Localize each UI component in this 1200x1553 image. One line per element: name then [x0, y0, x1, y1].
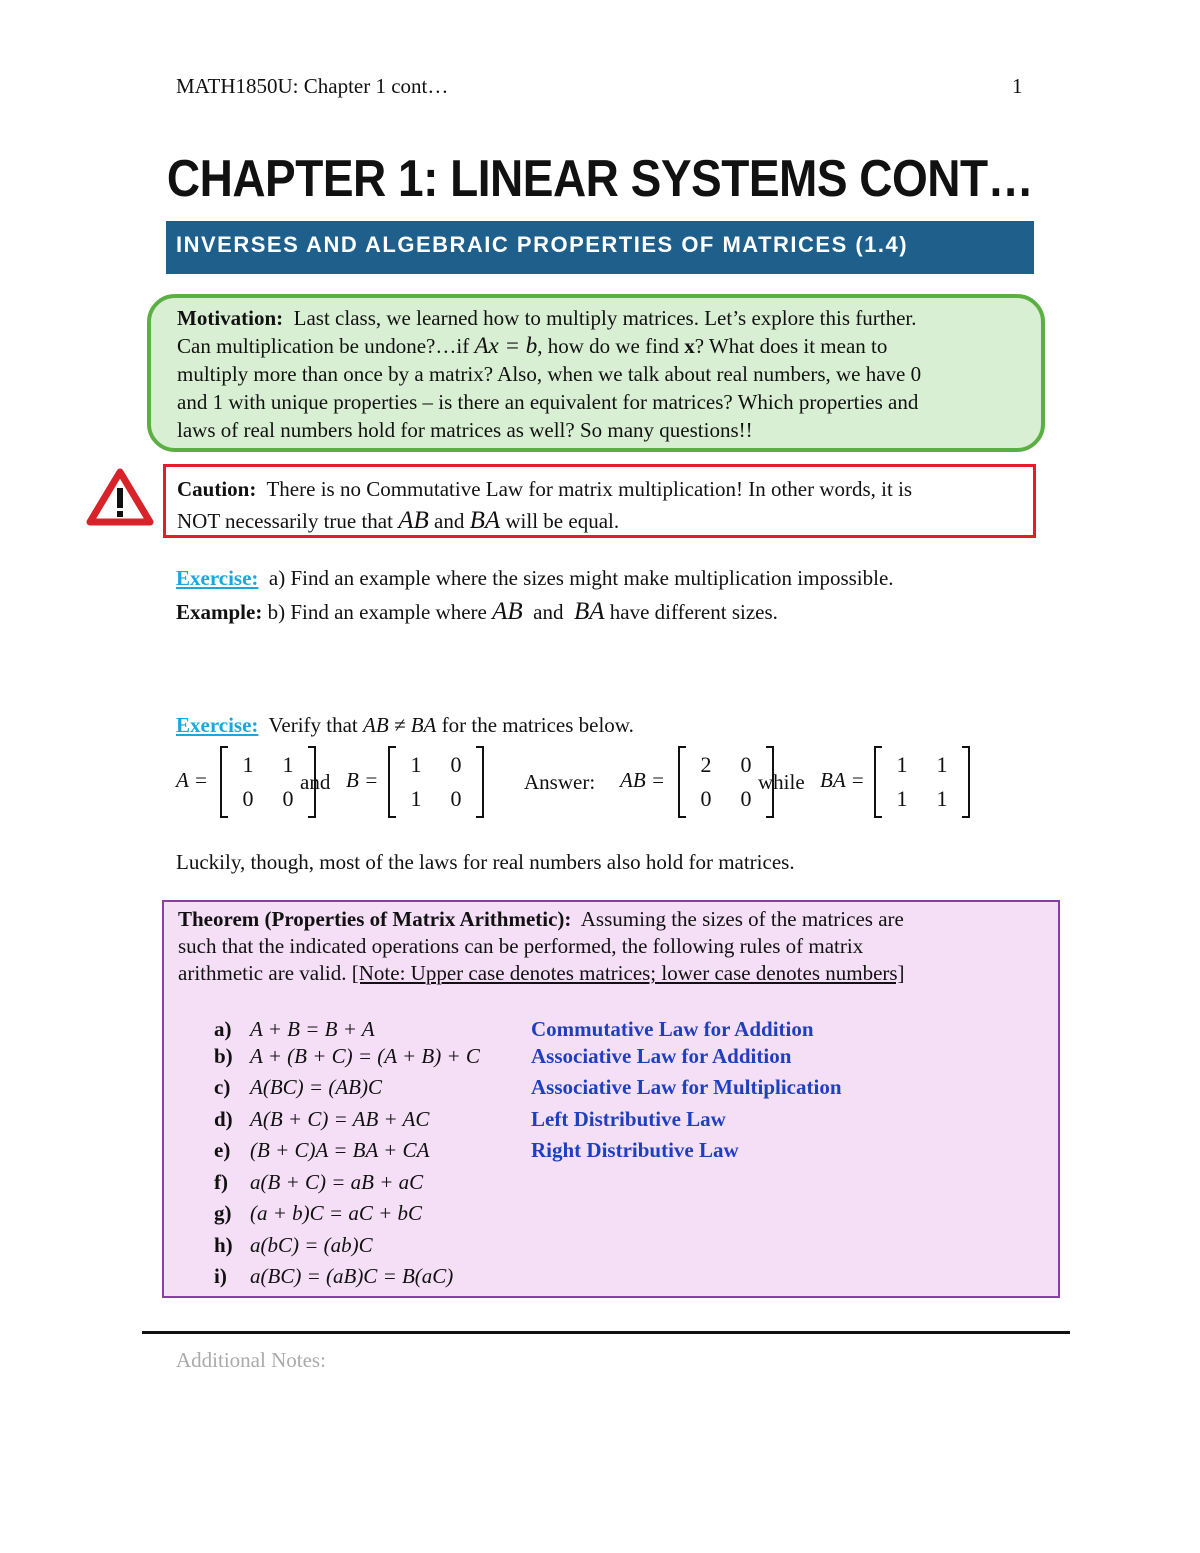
property-formula: a(BC) = (aB)C = B(aC) [250, 1264, 454, 1288]
motivation-line4: and 1 with unique properties – is there an equivalent for matrices? Which properties and [177, 390, 919, 414]
property-label: f) [214, 1170, 228, 1194]
matrix-while: while [758, 770, 805, 794]
example-ab: AB [492, 598, 523, 625]
matrix-cell: 1 [896, 752, 908, 777]
property-label: b) [214, 1044, 233, 1068]
property-law-name: Associative Law for Addition [531, 1044, 792, 1068]
caution-ab: AB [398, 507, 429, 534]
theorem-line1: Assuming the sizes of the matrices are [580, 907, 904, 931]
example-label: Example: [176, 600, 263, 624]
property-label: e) [214, 1138, 231, 1162]
matrix-b-label: B = [346, 768, 379, 792]
property-formula: A(B + C) = AB + AC [250, 1107, 430, 1131]
motivation-x: x [684, 334, 695, 358]
matrix-cell: 1 [896, 786, 908, 811]
motivation-line2b: , how do we find [537, 334, 679, 358]
motivation-line2c: ? What does it mean to [694, 334, 888, 358]
example-ba: BA [573, 598, 605, 625]
matrix-cell: 1 [936, 786, 948, 811]
example-b [176, 598, 778, 626]
caution-label: Caution: [177, 477, 257, 501]
motivation-line5: laws of real numbers hold for matrices as well? So many questions!! [177, 418, 753, 442]
theorem-note: [Note: Upper case denotes matrices; lower case denotes numbers] [351, 961, 905, 985]
matrix-cell: 0 [740, 752, 752, 777]
property-law-name: Associative Law for Multiplication [531, 1075, 842, 1099]
property-formula: a(bC) = (ab)C [250, 1233, 373, 1257]
matrix-cell: 1 [936, 752, 948, 777]
property-formula: a(B + C) = aB + aC [250, 1170, 424, 1194]
matrix-cell: 1 [282, 752, 294, 777]
matrix-cell: 1 [242, 752, 254, 777]
property-law-name: Left Distributive Law [531, 1107, 726, 1131]
matrix-cell: 1 [410, 752, 422, 777]
matrix-row [176, 746, 976, 820]
theorem-box [162, 900, 1060, 1298]
property-formula: A(BC) = (AB)C [250, 1075, 382, 1099]
property-law-name: Commutative Law for Addition [531, 1017, 814, 1041]
property-label: c) [214, 1075, 231, 1099]
caution-ba: BA [469, 507, 501, 534]
property-label: h) [214, 1233, 233, 1257]
matrix-b [388, 746, 484, 818]
theorem-label: Theorem (Properties of Matrix Arithmetic): [178, 907, 572, 931]
matrix-cell: 0 [740, 786, 752, 811]
exercise-verify [176, 713, 634, 738]
property-formula: A + B = B + A [250, 1017, 375, 1041]
exercise-label[interactable]: Exercise: [176, 566, 259, 590]
matrix-cell: 0 [450, 752, 462, 777]
theorem-line3: arithmetic are valid. [178, 961, 352, 985]
additional-notes-label: Additional Notes: [176, 1348, 326, 1372]
matrix-and: and [300, 770, 331, 794]
caution-line2b: will be equal. [505, 509, 620, 533]
matrix-cell: 0 [450, 786, 462, 811]
exercise2-text2: for the matrices below. [441, 713, 634, 737]
caution-line1: There is no Commutative Law for matrix multiplication! In other words, it is [266, 477, 913, 501]
motivation-line3: multiply more than once by a matrix? Also, when we talk about real numbers, we have 0 [177, 362, 922, 386]
property-formula: (a + b)C = aC + bC [250, 1201, 423, 1225]
matrix-cell: 0 [700, 786, 712, 811]
section-banner: INVERSES AND ALGEBRAIC PROPERTIES OF MATRICES (1.4) [166, 221, 1034, 274]
theorem-line2: such that the indicated operations can be performed, the following rules of matrix [178, 934, 864, 958]
caution-line2a: NOT necessarily true that [177, 509, 393, 533]
example-and: and [533, 600, 564, 624]
property-label: a) [214, 1017, 232, 1041]
exercise-a-text: a) Find an example where the sizes might make multiplication impossible. [268, 566, 894, 590]
exercise-a [176, 566, 894, 591]
matrix-cell: 0 [242, 786, 254, 811]
matrix-cell: 0 [282, 786, 294, 811]
matrix-ba [874, 746, 970, 818]
exercise2-label[interactable]: Exercise: [176, 713, 259, 737]
motivation-equation: Ax = b [474, 333, 538, 358]
example-b-text2: have different sizes. [609, 600, 778, 624]
matrix-cell: 2 [700, 752, 712, 777]
property-formula: A + (B + C) = (A + B) + C [250, 1044, 480, 1068]
motivation-line1: Last class, we learned how to multiply matrices. Let’s explore this further. [293, 306, 917, 330]
divider-rule [142, 1331, 1070, 1334]
matrix-cell: 1 [410, 786, 422, 811]
running-header: MATH1850U: Chapter 1 cont… [176, 74, 449, 98]
property-formula: (B + C)A = BA + CA [250, 1138, 430, 1162]
property-label: d) [214, 1107, 233, 1131]
caution-and: and [434, 509, 465, 533]
page-number: 1 [1012, 74, 1023, 98]
luckily-text: Luckily, though, most of the laws for real numbers also hold for matrices. [176, 850, 795, 874]
exercise2-inequality: AB ≠ BA [363, 713, 437, 737]
caution-box [163, 464, 1036, 538]
matrix-a-label: A = [176, 768, 208, 792]
motivation-line2a: Can multiplication be undone?…if [177, 334, 470, 358]
exercise2-text: Verify that [268, 713, 358, 737]
matrix-ab-label: AB = [620, 768, 666, 792]
warning-triangle-icon [86, 468, 154, 526]
example-b-text: b) Find an example where [267, 600, 487, 624]
answer-label: Answer: [524, 770, 596, 794]
chapter-title: CHAPTER 1: LINEAR SYSTEMS CONT… [166, 149, 1034, 208]
property-label: i) [214, 1264, 227, 1288]
motivation-box [147, 294, 1045, 452]
property-label: g) [214, 1201, 232, 1225]
matrix-ba-label: BA = [820, 768, 865, 792]
motivation-label: Motivation: [177, 306, 284, 330]
property-law-name: Right Distributive Law [531, 1138, 739, 1162]
